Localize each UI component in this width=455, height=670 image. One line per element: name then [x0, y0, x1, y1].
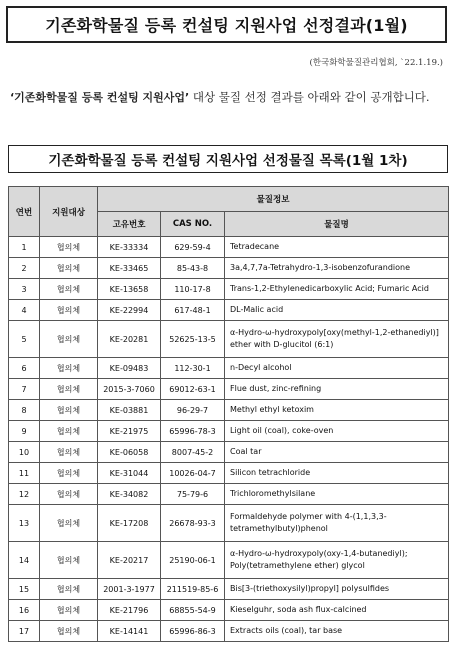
row-cas: 112-30-1	[161, 358, 225, 379]
row-cas: 8007-45-2	[161, 442, 225, 463]
table-row	[9, 484, 449, 505]
row-no: 6	[9, 358, 40, 379]
row-cas: 85-43-8	[161, 258, 225, 279]
table-row	[9, 379, 449, 400]
row-no: 16	[9, 600, 40, 621]
row-cas: 629-59-4	[161, 237, 225, 258]
row-id: 2015-3-7060	[98, 379, 161, 400]
header-name: 물질명	[225, 212, 449, 237]
row-target: 협의체	[40, 279, 98, 300]
table-row	[9, 279, 449, 300]
intro-program-name: ‘기존화학물질 등록 컨설팅 지원사업’	[10, 91, 190, 104]
row-target: 협의체	[40, 358, 98, 379]
substance-table	[8, 186, 449, 642]
row-name: Flue dust, zinc-refining	[225, 379, 449, 400]
row-no: 9	[9, 421, 40, 442]
row-cas: 26678-93-3	[161, 505, 225, 542]
row-cas: 75-79-6	[161, 484, 225, 505]
table-row	[9, 621, 449, 642]
row-no: 12	[9, 484, 40, 505]
row-id: KE-20217	[98, 542, 161, 579]
row-name: Kieselguhr, soda ash flux-calcined	[225, 600, 449, 621]
row-target: 협의체	[40, 463, 98, 484]
row-target: 협의체	[40, 379, 98, 400]
row-id: KE-03881	[98, 400, 161, 421]
table-row	[9, 505, 449, 542]
row-cas: 211519-85-6	[161, 579, 225, 600]
row-target: 협의체	[40, 300, 98, 321]
row-target: 협의체	[40, 542, 98, 579]
row-cas: 10026-04-7	[161, 463, 225, 484]
row-name: Coal tar	[225, 442, 449, 463]
row-name: n-Decyl alcohol	[225, 358, 449, 379]
row-id: KE-34082	[98, 484, 161, 505]
row-no: 2	[9, 258, 40, 279]
row-id: KE-21975	[98, 421, 161, 442]
row-target: 협의체	[40, 321, 98, 358]
row-cas: 96-29-7	[161, 400, 225, 421]
row-no: 15	[9, 579, 40, 600]
row-cas: 68855-54-9	[161, 600, 225, 621]
header-target: 지원대상	[40, 187, 98, 237]
row-cas: 110-17-8	[161, 279, 225, 300]
row-target: 협의체	[40, 505, 98, 542]
header-info: 물질정보	[98, 187, 449, 212]
intro-text: 대상 물질 선정 결과를 아래와 같이 공개합니다.	[189, 90, 430, 104]
row-target: 협의체	[40, 600, 98, 621]
table-row	[9, 237, 449, 258]
row-no: 7	[9, 379, 40, 400]
row-name: Tetradecane	[225, 237, 449, 258]
list-title-box	[8, 145, 448, 173]
row-cas: 65996-78-3	[161, 421, 225, 442]
row-cas: 617-48-1	[161, 300, 225, 321]
row-target: 협의체	[40, 442, 98, 463]
row-name: Trans-1,2-Ethylenedicarboxylic Acid; Fumaric Acid	[225, 279, 449, 300]
table-row	[9, 442, 449, 463]
row-id: KE-33465	[98, 258, 161, 279]
row-no: 14	[9, 542, 40, 579]
header-no: 연번	[9, 187, 40, 237]
list-title: 기존화학물질 등록 컨설팅 지원사업 선정물질 목록(1월 1차)	[48, 153, 408, 169]
table-row	[9, 258, 449, 279]
source-line: (한국화학물질관리협회, `22.1.19.)	[309, 58, 443, 68]
row-id: KE-17208	[98, 505, 161, 542]
row-name: Bis[3-(triethoxysilyl)propyl] polysulfides	[225, 579, 449, 600]
row-no: 13	[9, 505, 40, 542]
row-id: KE-06058	[98, 442, 161, 463]
row-name: Light oil (coal), coke-oven	[225, 421, 449, 442]
row-cas: 69012-63-1	[161, 379, 225, 400]
row-id: KE-14141	[98, 621, 161, 642]
document-title: 기존화학물질 등록 컨설팅 지원사업 선정결과(1월)	[45, 16, 408, 35]
row-cas: 65996-86-3	[161, 621, 225, 642]
row-name: Silicon tetrachloride	[225, 463, 449, 484]
table-row	[9, 542, 449, 579]
intro-paragraph	[10, 86, 446, 109]
table-row	[9, 358, 449, 379]
row-name: α-Hydro-ω-hydroxypoly(oxy-1,4-butanediyl); Poly(tetramethylene ether) glycol	[225, 542, 449, 579]
row-no: 5	[9, 321, 40, 358]
row-cas: 25190-06-1	[161, 542, 225, 579]
table-row	[9, 400, 449, 421]
table-body	[9, 237, 449, 642]
row-target: 협의체	[40, 579, 98, 600]
row-name: Trichloromethylsilane	[225, 484, 449, 505]
table-row	[9, 421, 449, 442]
row-target: 협의체	[40, 400, 98, 421]
table-row	[9, 321, 449, 358]
row-no: 1	[9, 237, 40, 258]
row-target: 협의체	[40, 484, 98, 505]
row-id: KE-22994	[98, 300, 161, 321]
row-name: Extracts oils (coal), tar base	[225, 621, 449, 642]
row-id: KE-09483	[98, 358, 161, 379]
row-target: 협의체	[40, 621, 98, 642]
row-id: KE-33334	[98, 237, 161, 258]
row-no: 11	[9, 463, 40, 484]
row-no: 8	[9, 400, 40, 421]
row-id: KE-21796	[98, 600, 161, 621]
row-no: 3	[9, 279, 40, 300]
row-name: Methyl ethyl ketoxim	[225, 400, 449, 421]
row-name: α-Hydro-ω-hydroxypoly[oxy(methyl-1,2-ethanediyl)] ether with D-glucitol (6:1)	[225, 321, 449, 358]
header-id: 고유번호	[98, 212, 161, 237]
row-name: 3a,4,7,7a-Tetrahydro-1,3-isobenzofurandione	[225, 258, 449, 279]
header-cas: CAS NO.	[161, 212, 225, 237]
table-row	[9, 463, 449, 484]
row-target: 협의체	[40, 237, 98, 258]
table-row	[9, 300, 449, 321]
row-id: KE-31044	[98, 463, 161, 484]
row-target: 협의체	[40, 421, 98, 442]
table-row	[9, 600, 449, 621]
row-no: 17	[9, 621, 40, 642]
row-target: 협의체	[40, 258, 98, 279]
row-no: 4	[9, 300, 40, 321]
row-no: 10	[9, 442, 40, 463]
table-row	[9, 579, 449, 600]
document-title-box	[6, 6, 447, 43]
row-id: 2001-3-1977	[98, 579, 161, 600]
row-name: Formaldehyde polymer with 4-(1,1,3,3-tetramethylbutyl)phenol	[225, 505, 449, 542]
row-cas: 52625-13-5	[161, 321, 225, 358]
row-id: KE-13658	[98, 279, 161, 300]
row-name: DL-Malic acid	[225, 300, 449, 321]
row-id: KE-20281	[98, 321, 161, 358]
